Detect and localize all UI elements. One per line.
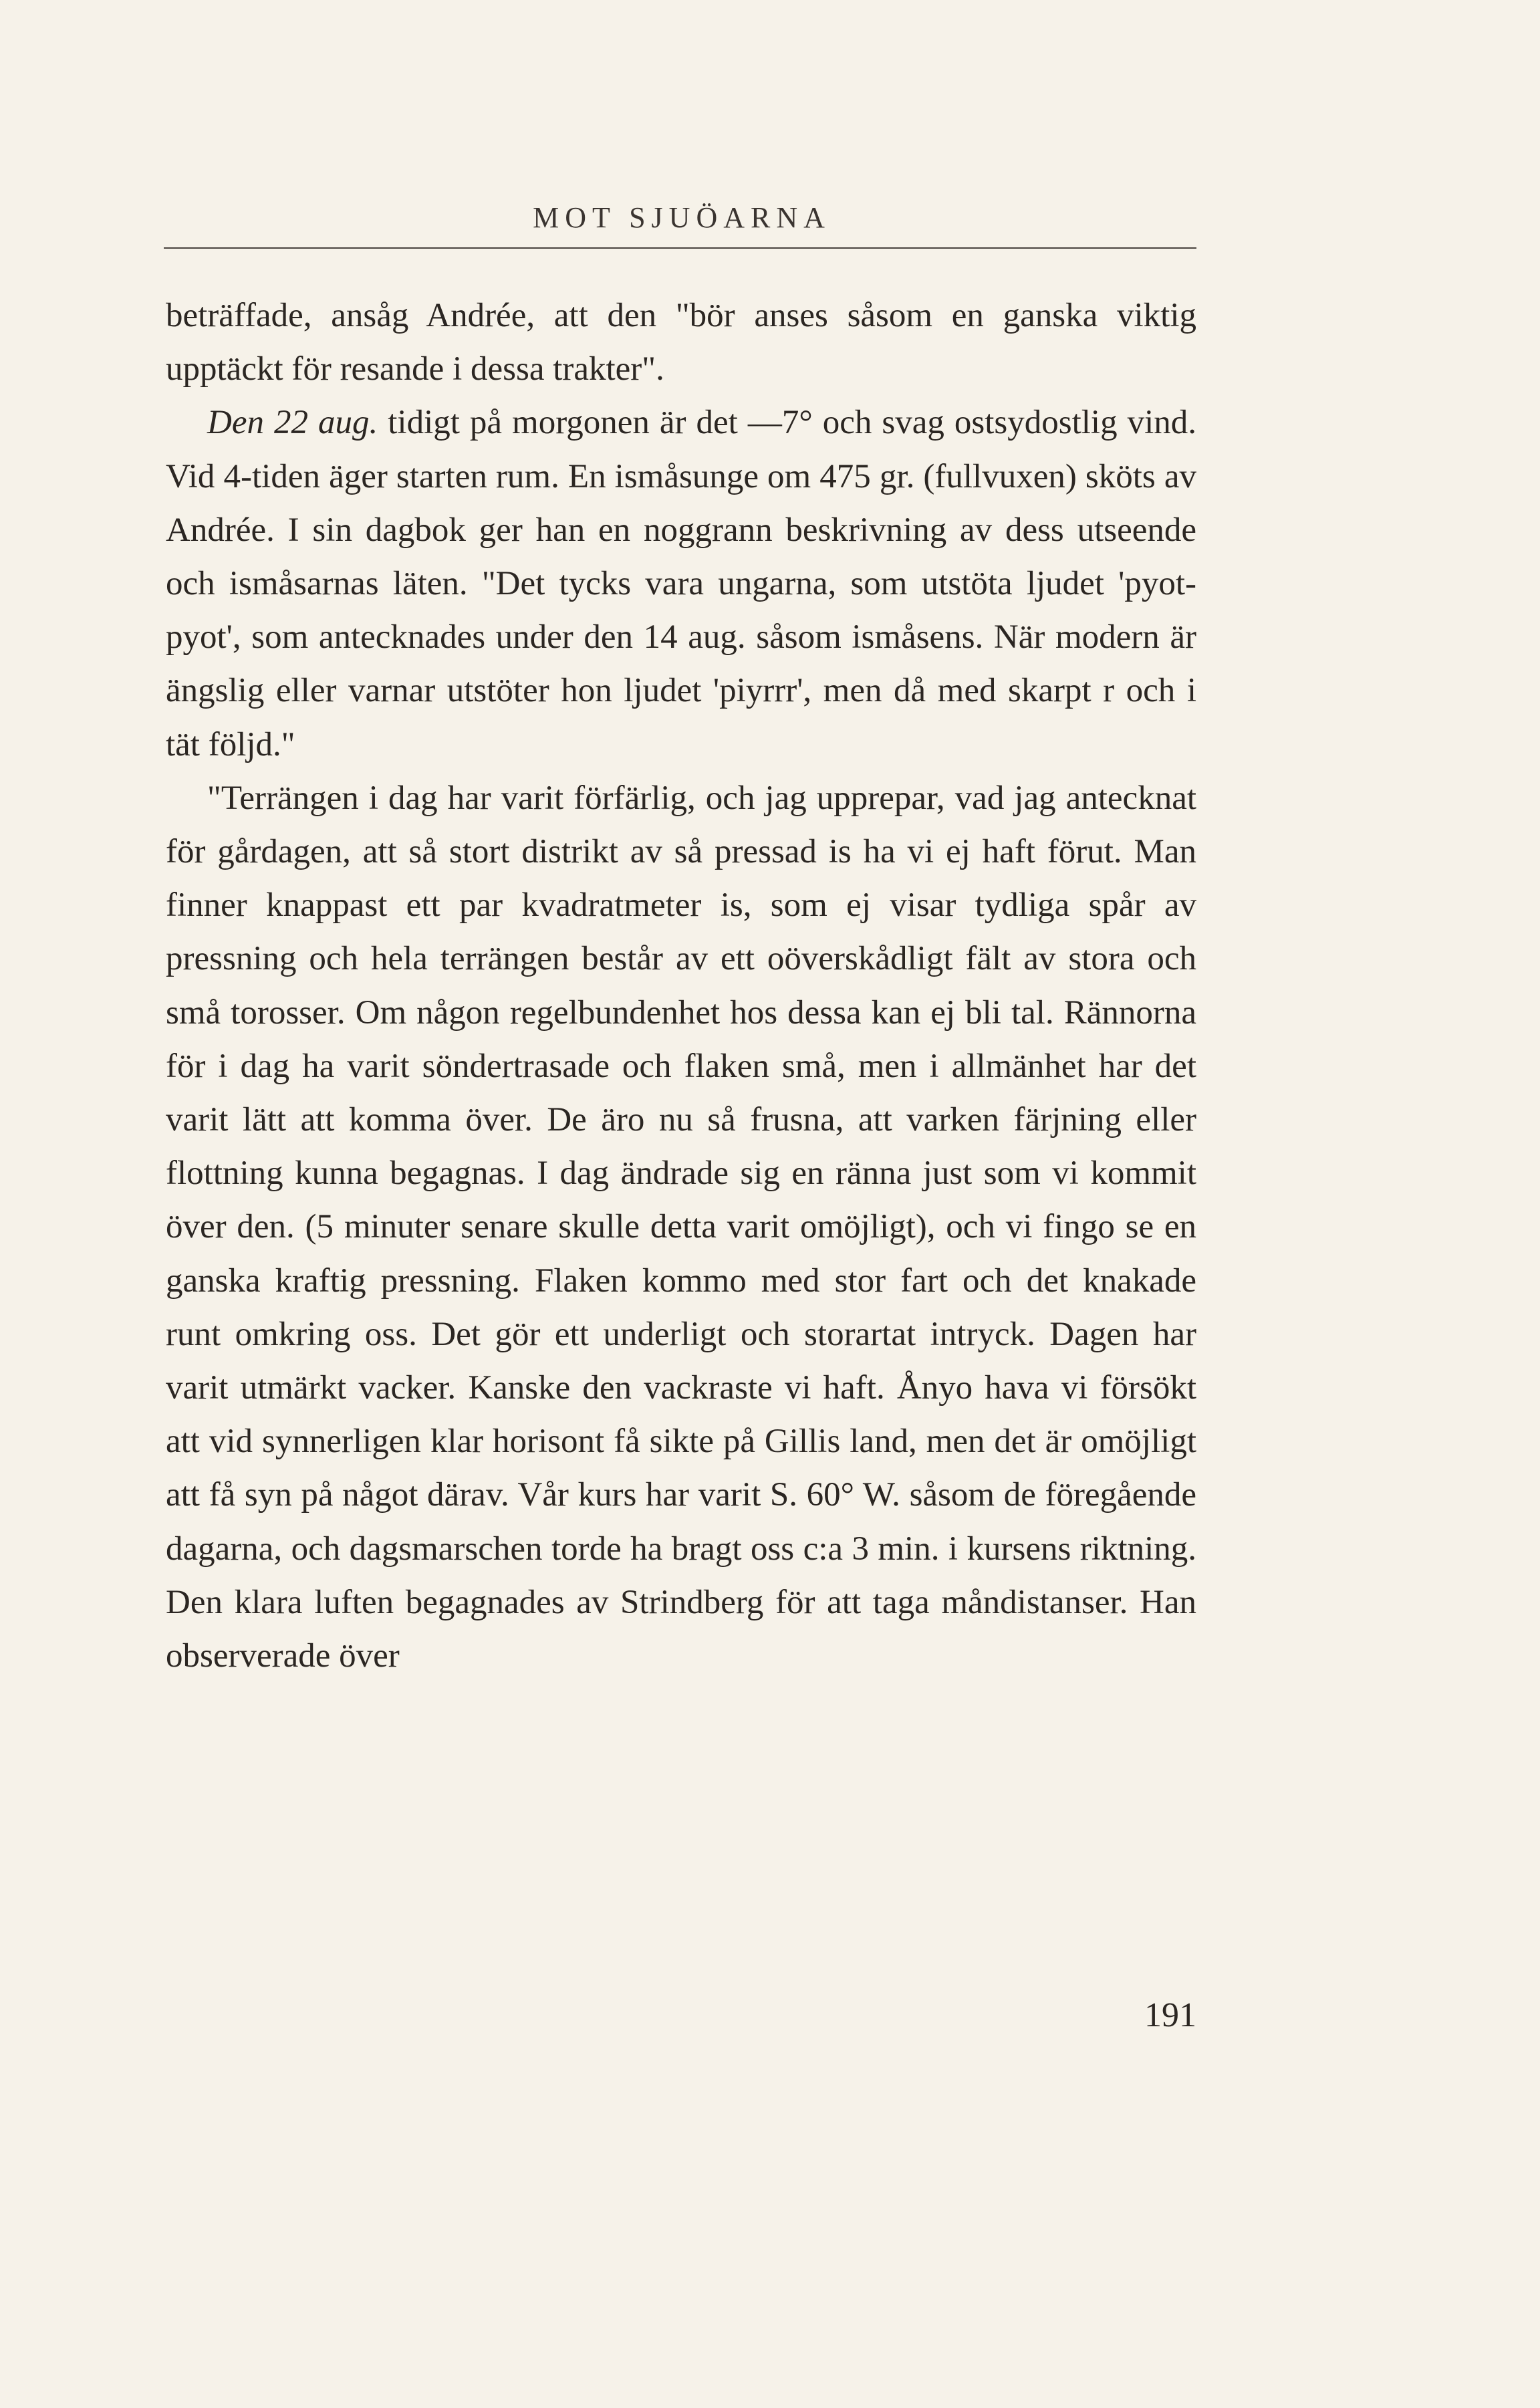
paragraph-2 bbox=[166, 396, 1196, 771]
paragraph-2-text: tidigt på morgonen är det —7° och svag ostsydostlig vind. Vid 4-tiden äger starten rum. En ismåsunge om 475 gr. (fullvuxen) sköts av Andrée. I sin dagbok ger han en noggrann beskrivning av dess utseende och ismåsarnas läten. "Det tycks vara ungarna, som utstöta ljudet 'pyot-pyot', som antecknades under den 14 aug. såsom ismåsens. När modern är ängslig eller varnar utstöter hon ljudet 'piyrrr', men då med skarpt r och i tät följd." bbox=[166, 404, 1197, 763]
date-heading: Den 22 aug. bbox=[207, 404, 378, 442]
body-text bbox=[166, 289, 1196, 1683]
paragraph-1 bbox=[166, 289, 1196, 396]
running-head: MOT SJUÖARNA bbox=[533, 201, 831, 234]
paragraph-3 bbox=[166, 771, 1196, 1683]
paragraph-3-text: "Terrängen i dag har varit förfärlig, och jag upprepar, vad jag antecknat för gårdagen, att så stort distrikt av så pressad is ha vi ej haft förut. Man finner knappast ett par kvadratmeter is, som ej visar tydliga spår av pressning och hela terrängen består av ett oöverskådligt fält av stora och små torosser. Om någon regelbundenhet hos dessa kan ej bli tal. Rännorna för i dag ha varit söndertrasade och flaken små, men i allmänhet har det varit lätt att komma över. De äro nu så frusna, att varken färjning eller flottning kunna begagnas. I dag ändrade sig en ränna just som vi kommit över den. (5 minuter senare skulle detta varit omöjligt), och vi fingo se en ganska kraftig pressning. Flaken kommo med stor fart och det knakade runt omkring oss. Det gör ett underligt och storartat intryck. Dagen har varit utmärkt vacker. Kanske den vackraste vi haft. Ånyo hava vi försökt att vid synnerligen klar horisont få sikte på Gillis land, men det är omöjligt att få syn på något därav. Vår kurs har varit S. 60° W. såsom de föregående dagarna, och dagsmarschen torde ha bragt oss c:a 3 min. i kursens riktning. Den klara luften begagnades av Strindberg för att taga måndistanser. Han observerade över bbox=[166, 779, 1196, 1675]
page-number: 191 bbox=[1144, 1996, 1196, 2034]
paragraph-1-text: beträffade, ansåg Andrée, att den "bör anses såsom en ganska viktig upptäckt för resande i dessa trakter". bbox=[166, 297, 1196, 388]
header-rule bbox=[164, 247, 1196, 249]
